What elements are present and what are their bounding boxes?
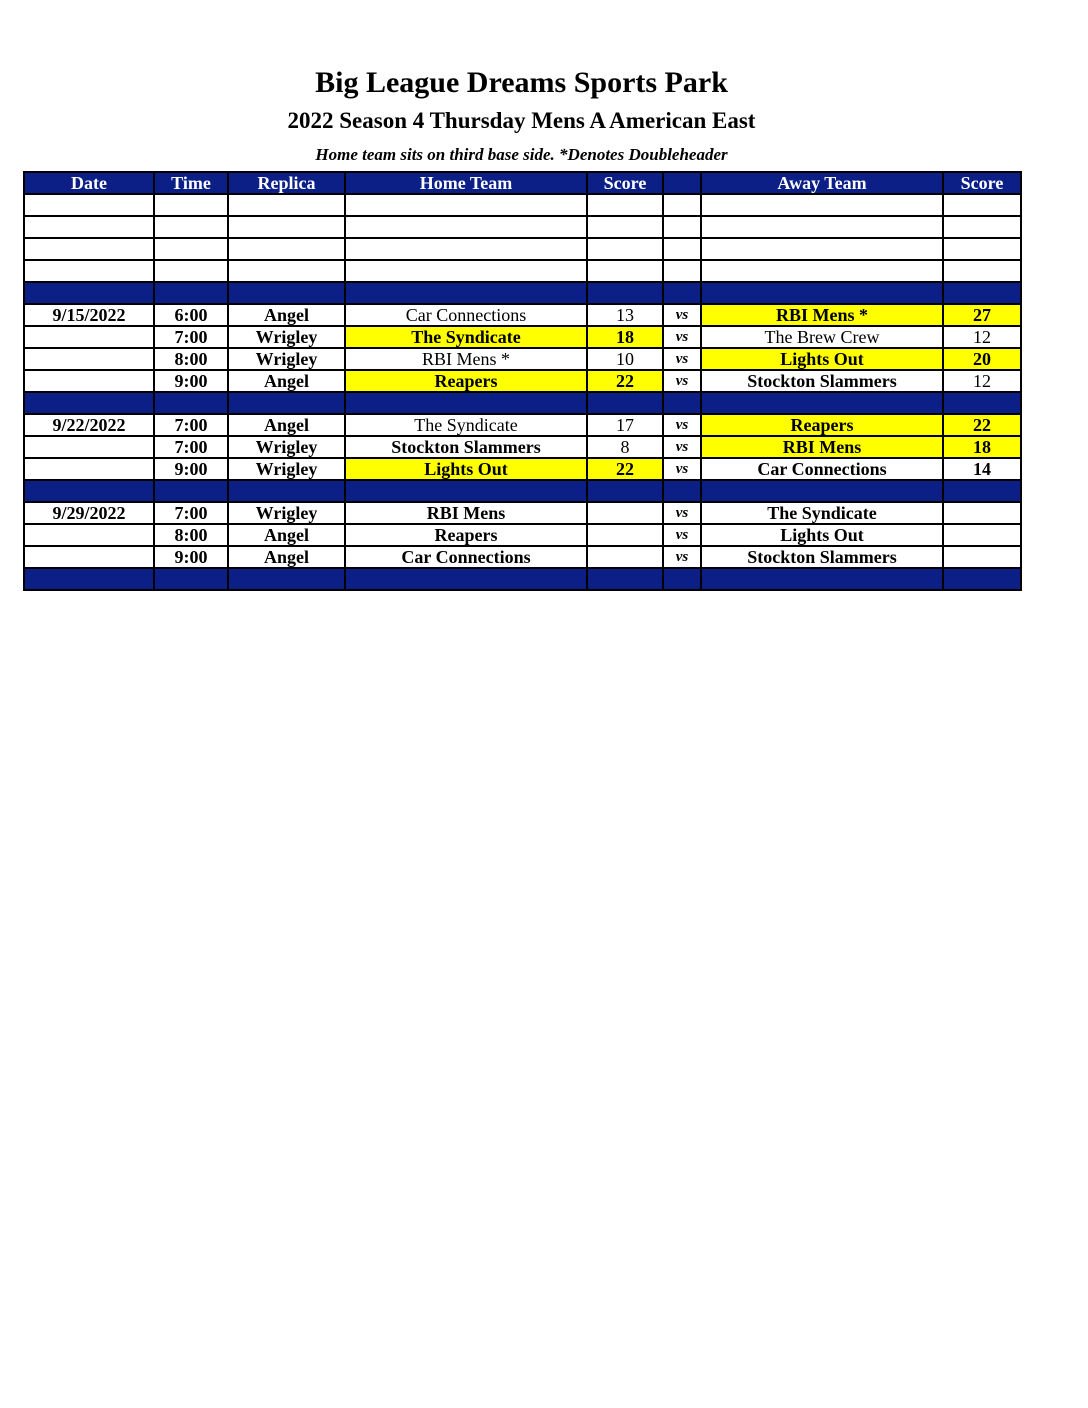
vs-label: vs bbox=[663, 502, 701, 524]
game-replica: Angel bbox=[228, 414, 345, 436]
empty-row bbox=[24, 260, 1021, 282]
home-team: Stockton Slammers bbox=[345, 436, 587, 458]
vs-label: vs bbox=[663, 546, 701, 568]
game-row bbox=[24, 326, 1021, 348]
away-score: 22 bbox=[943, 414, 1021, 436]
away-team: The Brew Crew bbox=[701, 326, 943, 348]
home-score bbox=[587, 524, 663, 546]
home-team: The Syndicate bbox=[345, 414, 587, 436]
away-score: 12 bbox=[943, 326, 1021, 348]
home-score: 10 bbox=[587, 348, 663, 370]
game-row bbox=[24, 546, 1021, 568]
game-date bbox=[24, 348, 154, 370]
game-date: 9/22/2022 bbox=[24, 414, 154, 436]
away-score bbox=[943, 524, 1021, 546]
col-header-replica: Replica bbox=[228, 172, 345, 194]
vs-label: vs bbox=[663, 304, 701, 326]
away-team: Reapers bbox=[701, 414, 943, 436]
away-team: Stockton Slammers bbox=[701, 546, 943, 568]
col-header-home-team: Home Team bbox=[345, 172, 587, 194]
away-team: Lights Out bbox=[701, 348, 943, 370]
empty-row bbox=[24, 238, 1021, 260]
page-title: Big League Dreams Sports Park bbox=[315, 66, 728, 99]
game-date: 9/29/2022 bbox=[24, 502, 154, 524]
home-score: 22 bbox=[587, 458, 663, 480]
col-header-vs bbox=[663, 172, 701, 194]
vs-label: vs bbox=[663, 348, 701, 370]
page-note: Home team sits on third base side. *Denotes Doubleheader bbox=[315, 145, 728, 164]
game-time: 6:00 bbox=[154, 304, 228, 326]
vs-label: vs bbox=[663, 414, 701, 436]
game-row bbox=[24, 436, 1021, 458]
home-team: Reapers bbox=[345, 524, 587, 546]
empty-row bbox=[24, 216, 1021, 238]
header-row bbox=[24, 172, 1021, 194]
game-time: 7:00 bbox=[154, 436, 228, 458]
game-replica: Angel bbox=[228, 524, 345, 546]
game-time: 8:00 bbox=[154, 524, 228, 546]
game-time: 7:00 bbox=[154, 502, 228, 524]
home-team: Lights Out bbox=[345, 458, 587, 480]
col-header-time: Time bbox=[154, 172, 228, 194]
game-replica: Wrigley bbox=[228, 326, 345, 348]
away-team: RBI Mens * bbox=[701, 304, 943, 326]
away-team: Lights Out bbox=[701, 524, 943, 546]
game-date bbox=[24, 370, 154, 392]
game-date bbox=[24, 436, 154, 458]
game-replica: Wrigley bbox=[228, 458, 345, 480]
separator-row bbox=[24, 392, 1021, 414]
away-score: 20 bbox=[943, 348, 1021, 370]
game-row bbox=[24, 348, 1021, 370]
col-header-date: Date bbox=[24, 172, 154, 194]
game-replica: Angel bbox=[228, 370, 345, 392]
separator-row bbox=[24, 282, 1021, 304]
game-date bbox=[24, 546, 154, 568]
game-row bbox=[24, 414, 1021, 436]
vs-label: vs bbox=[663, 524, 701, 546]
game-row bbox=[24, 524, 1021, 546]
home-score: 22 bbox=[587, 370, 663, 392]
away-team: Stockton Slammers bbox=[701, 370, 943, 392]
separator-row bbox=[24, 480, 1021, 502]
game-row bbox=[24, 370, 1021, 392]
home-team: RBI Mens * bbox=[345, 348, 587, 370]
home-score: 8 bbox=[587, 436, 663, 458]
game-time: 8:00 bbox=[154, 348, 228, 370]
vs-label: vs bbox=[663, 458, 701, 480]
home-score: 17 bbox=[587, 414, 663, 436]
away-team: Car Connections bbox=[701, 458, 943, 480]
game-time: 7:00 bbox=[154, 414, 228, 436]
game-replica: Wrigley bbox=[228, 348, 345, 370]
away-score: 27 bbox=[943, 304, 1021, 326]
away-team: The Syndicate bbox=[701, 502, 943, 524]
away-team: RBI Mens bbox=[701, 436, 943, 458]
empty-row bbox=[24, 194, 1021, 216]
home-score bbox=[587, 546, 663, 568]
game-replica: Wrigley bbox=[228, 502, 345, 524]
col-header-away-team: Away Team bbox=[701, 172, 943, 194]
game-row bbox=[24, 304, 1021, 326]
away-score: 18 bbox=[943, 436, 1021, 458]
home-score bbox=[587, 502, 663, 524]
game-date bbox=[24, 524, 154, 546]
game-time: 9:00 bbox=[154, 370, 228, 392]
game-replica: Angel bbox=[228, 546, 345, 568]
home-team: Car Connections bbox=[345, 546, 587, 568]
away-score bbox=[943, 546, 1021, 568]
home-team: Car Connections bbox=[345, 304, 587, 326]
home-team: Reapers bbox=[345, 370, 587, 392]
game-row bbox=[24, 502, 1021, 524]
game-time: 9:00 bbox=[154, 546, 228, 568]
home-score: 13 bbox=[587, 304, 663, 326]
game-time: 9:00 bbox=[154, 458, 228, 480]
vs-label: vs bbox=[663, 436, 701, 458]
away-score: 12 bbox=[943, 370, 1021, 392]
page-subtitle: 2022 Season 4 Thursday Mens A American East bbox=[287, 108, 756, 133]
game-row bbox=[24, 458, 1021, 480]
vs-label: vs bbox=[663, 370, 701, 392]
vs-label: vs bbox=[663, 326, 701, 348]
home-team: RBI Mens bbox=[345, 502, 587, 524]
home-score: 18 bbox=[587, 326, 663, 348]
game-replica: Wrigley bbox=[228, 436, 345, 458]
game-date: 9/15/2022 bbox=[24, 304, 154, 326]
game-replica: Angel bbox=[228, 304, 345, 326]
game-time: 7:00 bbox=[154, 326, 228, 348]
separator-row bbox=[24, 568, 1021, 590]
away-score bbox=[943, 502, 1021, 524]
schedule-table bbox=[23, 171, 1022, 591]
col-header-home-score: Score bbox=[587, 172, 663, 194]
game-date bbox=[24, 326, 154, 348]
home-team: The Syndicate bbox=[345, 326, 587, 348]
away-score: 14 bbox=[943, 458, 1021, 480]
game-date bbox=[24, 458, 154, 480]
col-header-away-score: Score bbox=[943, 172, 1021, 194]
